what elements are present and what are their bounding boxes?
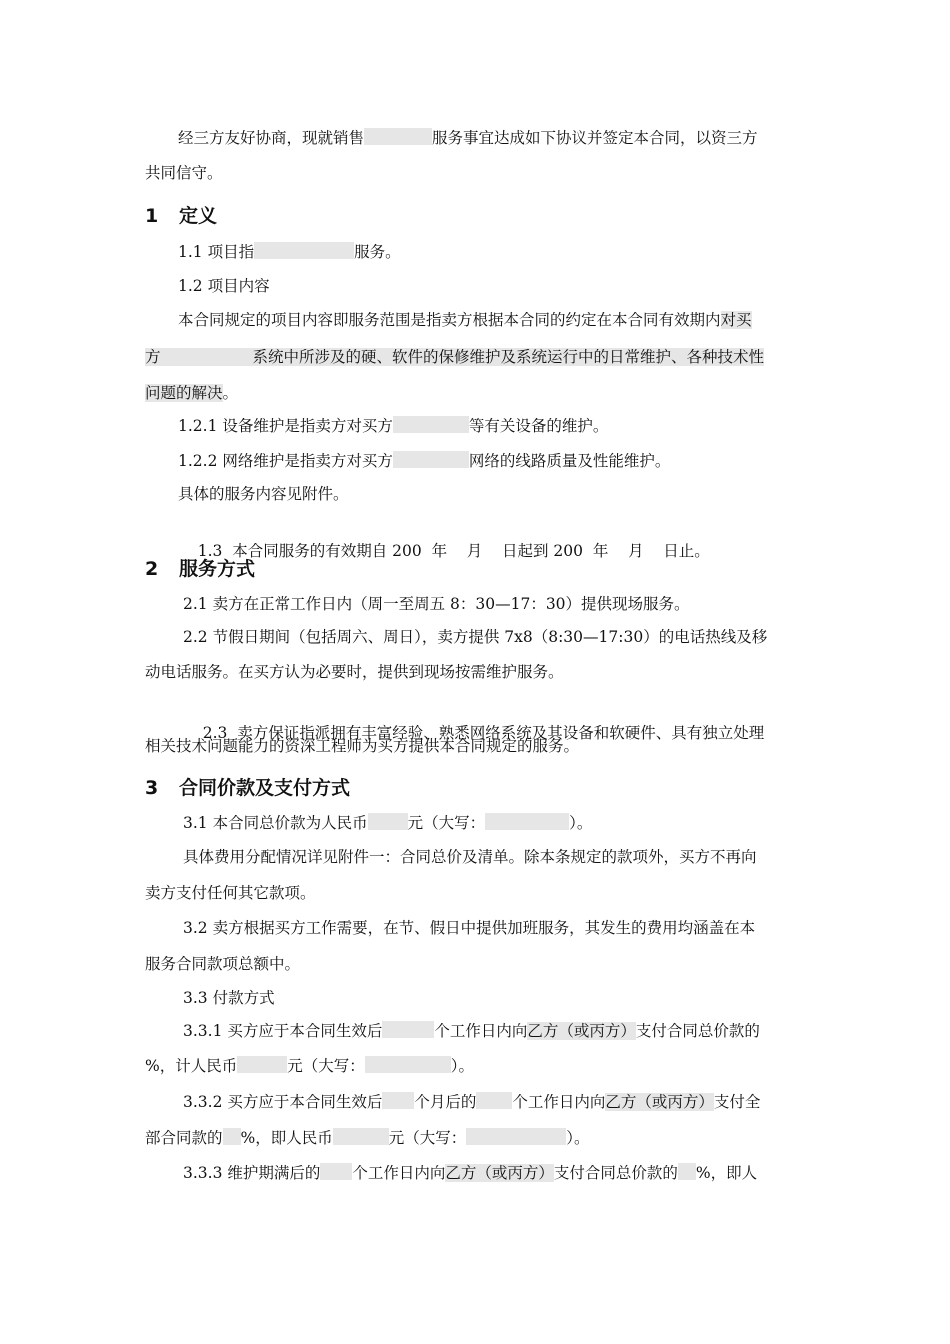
pricing-detail-line-1: 具体费用分配情况详见附件一：合同总价及清单。除本条规定的款项外，买方不再向: [183, 848, 757, 866]
scope-line-1: 本合同规定的项目内容即服务范围是指卖方根据本合同的约定在本合同有效期内对买: [178, 311, 752, 329]
blank-field: [678, 1163, 696, 1180]
blank-field: [254, 242, 354, 259]
clause-2-2-line-1: 2.2 节假日期间（包括周六、周日），卖方提供 7x8（8:30—17:30）的电话热线及移: [183, 628, 768, 646]
clause-1-2-1: 1.2.1 设备维护是指卖方对买方 等有关设备的维护。: [178, 417, 609, 435]
blank-field: [320, 1163, 352, 1180]
intro-line-1: 经三方友好协商，现就销售 服务事宜达成如下协议并签定本合同，以资三方: [178, 129, 758, 147]
clause-2-1: 2.1 卖方在正常工作日内（周一至周五 8：30—17：30）提供现场服务。: [183, 595, 690, 613]
clause-2-2-line-2: 动电话服务。在买方认为必要时，提供到现场按需维护服务。: [145, 663, 564, 681]
intro-line-2: 共同信守。: [145, 164, 223, 182]
clause-2-3-line-1: 2.3 卖方保证指派拥有丰富经验、熟悉网络系统及其设备和软硬件、具有独立处理: [202, 724, 765, 742]
blank-field: [237, 1056, 287, 1073]
clause-1-2-2: 1.2.2 网络维护是指卖方对买方 网络的线路质量及性能维护。: [178, 452, 671, 470]
clause-3-3-1-line-2: %，计人民币 元（大写： ）。: [145, 1057, 475, 1075]
blank-field: [393, 451, 469, 468]
clause-2-3-line-2: 相关技术问题能力的资深工程师为买方提供本合同规定的服务。: [145, 737, 580, 755]
clause-3-3-1-line-1: 3.3.1 买方应于本合同生效后 个工作日内向乙方（或丙方）支付合同总价款的: [183, 1022, 760, 1040]
blank-field: [364, 128, 432, 145]
clause-3-3: 3.3 付款方式: [183, 989, 275, 1007]
blank-field: [382, 1092, 414, 1109]
clause-3-1: 3.1 本合同总价款为人民币 元（大写： ）。: [183, 814, 593, 832]
blank-field: [333, 1128, 389, 1145]
clause-1-3: 1.3 本合同服务的有效期自 200 年 月 日起到 200 年 月 日止。: [197, 542, 710, 560]
clause-3-2-line-1: 3.2 卖方根据买方工作需要，在节、假日中提供加班服务，其发生的费用均涵盖在本: [183, 919, 756, 937]
section-2-heading: 2 服务方式: [145, 558, 256, 580]
blank-field: [485, 813, 569, 830]
attachment-note: 具体的服务内容见附件。: [178, 485, 349, 503]
clause-1-1: 1.1 项目指 服务。: [178, 243, 401, 261]
blank-field: [382, 1021, 434, 1038]
scope-line-3: 问题的解决。: [145, 384, 239, 402]
blank-field: [393, 416, 469, 433]
clause-3-3-2-line-1: 3.3.2 买方应于本合同生效后 个月后的 个工作日内向乙方（或丙方）支付全: [183, 1093, 761, 1111]
blank-field: [476, 1092, 512, 1109]
blank-field: [368, 813, 408, 830]
blank-field: [365, 1056, 451, 1073]
blank-field: [223, 1128, 241, 1145]
blank-field: [466, 1128, 566, 1145]
clause-3-3-3-line-1: 3.3.3 维护期满后的 个工作日内向乙方（或丙方）支付合同总价款的 %，即人: [183, 1164, 758, 1182]
section-3-heading: 3 合同价款及支付方式: [145, 777, 351, 799]
clause-3-3-2-line-2: 部合同款的 %，即人民币 元（大写： ）。: [145, 1129, 590, 1147]
clause-3-2-line-2: 服务合同款项总额中。: [145, 955, 301, 973]
scope-line-2: 方 系统中所涉及的硬、软件的保修维护及系统运行中的日常维护、各种技术性: [145, 348, 765, 366]
section-1-heading: 1 定义: [145, 205, 218, 227]
clause-1-2: 1.2 项目内容: [178, 277, 270, 295]
pricing-detail-line-2: 卖方支付任何其它款项。: [145, 884, 316, 902]
